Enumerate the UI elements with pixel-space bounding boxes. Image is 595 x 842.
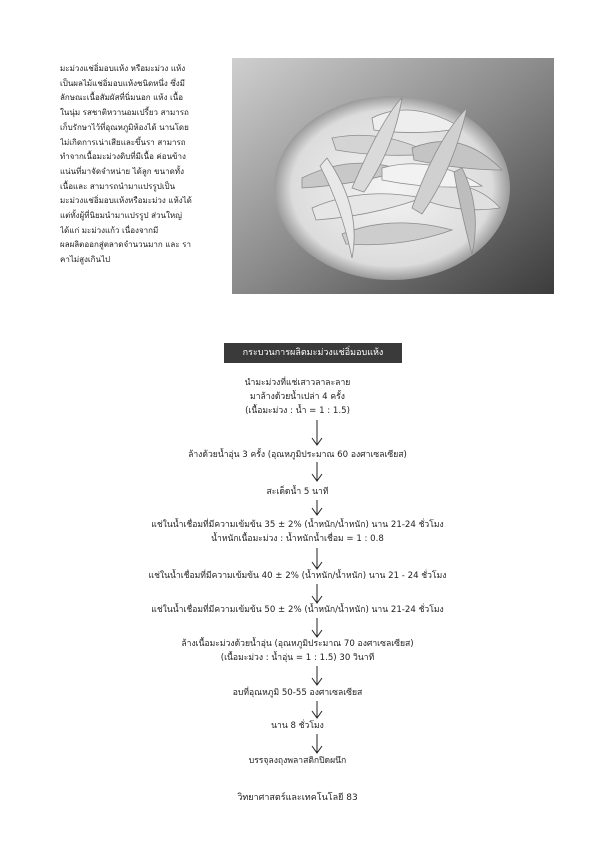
- step-line: (เนื้อมะม่วง : น้ำอุ่น = 1 : 1.5) 30 วินาที: [220, 653, 375, 663]
- down-arrow-icon: [311, 462, 323, 482]
- step-line: มาล้างด้วยน้ำเปล่า 4 ครั้ง: [250, 392, 345, 402]
- page-footer: วิทยาศาสตร์และเทคโนโลยี 83: [237, 793, 358, 803]
- down-arrow-icon: [311, 666, 323, 686]
- intro-line: ทำจากเนื้อมะม่วงดิบที่มีเนื้อ ค่อนข้าง: [60, 152, 186, 162]
- intro-line: มะม่วงแช่อิ่มอบแห้งหรือมะม่วง แห้งได้: [60, 196, 192, 206]
- down-arrow-icon: [311, 500, 323, 516]
- step-line: ล้างเนื้อมะม่วงด้วยน้ำอุ่น (อุณหภูมิประมาณ 70 องศาเซลเซียส): [181, 639, 414, 649]
- process-step: [0, 637, 595, 665]
- down-arrow-icon: [311, 420, 323, 446]
- intro-line: ได้แก่ มะม่วงแก้ว เนื่องจากมี: [60, 225, 159, 235]
- step-line: บรรจุลงถุงพลาสติกปิดผนึก: [248, 756, 347, 766]
- process-step: [0, 376, 595, 418]
- step-line: นาน 8 ชั่วโมง: [271, 721, 324, 731]
- intro-line: ลักษณะเนื้อสัมผัสที่นิ่มนอก แห้ง เนื้อ: [60, 93, 184, 103]
- step-line: แช่ในน้ำเชื่อมที่มีความเข้มข้น 40 ± 2% (น้ำหนัก/น้ำหนัก) นาน 21 - 24 ชั่วโมง: [148, 571, 447, 581]
- process-step: [0, 569, 595, 583]
- process-step: [0, 603, 595, 617]
- intro-line: แต่ทั้งผู้ที่นิยมนำมาแปรรูป ส่วนใหญ่: [60, 211, 182, 221]
- dried-mango-photo: [232, 58, 554, 294]
- intro-line: ผลผลิตออกสู่ตลาดจำนวนมาก และ รา: [60, 240, 191, 250]
- down-arrow-icon: [311, 734, 323, 754]
- process-step: [0, 754, 595, 768]
- step-line: สะเด็ดน้ำ 5 นาที: [266, 487, 329, 497]
- step-line: อบที่อุณหภูมิ 50-55 องศาเซลเซียส: [232, 688, 363, 698]
- step-line: น้ำหนักเนื้อมะม่วง : น้ำหนักน้ำเชื่อม = 1 : 0.8: [211, 534, 384, 544]
- process-step: [0, 518, 595, 546]
- step-line: ล้างด้วยน้ำอุ่น 3 ครั้ง (อุณหภูมิประมาณ 60 องศาเซลเซียส): [188, 450, 407, 460]
- intro-line: แน่นที่มาจัดจำหน่าย ได้ลูก ขนาดทั้ง: [60, 166, 184, 176]
- process-step: [0, 686, 595, 700]
- process-step: [0, 719, 595, 733]
- down-arrow-icon: [311, 584, 323, 604]
- intro-line: ไม่เกิดการเน่าเสียและขึ้นรา สามารถ: [60, 137, 186, 147]
- intro-line: มะม่วงแช่อิ่มอบแห้ง หรือมะม่วง แห้ง: [60, 64, 186, 73]
- process-step: [0, 485, 595, 499]
- down-arrow-icon: [311, 701, 323, 719]
- intro-line: เก็บรักษาไว้ที่อุณหภูมิห้องได้ นานโดย: [60, 122, 189, 132]
- step-line: นำมะม่วงที่แช่เสาวลาละลาย: [244, 378, 351, 388]
- step-line: แช่ในน้ำเชื่อมที่มีความเข้มข้น 35 ± 2% (น้ำหนัก/น้ำหนัก) นาน 21-24 ชั่วโมง: [151, 520, 444, 530]
- step-line: (เนื้อมะม่วง : น้ำ = 1 : 1.5): [245, 406, 350, 416]
- down-arrow-icon: [311, 548, 323, 570]
- step-line: แช่ในน้ำเชื่อมที่มีความเข้มข้น 50 ± 2% (น้ำหนัก/น้ำหนัก) นาน 21-24 ชั่วโมง: [151, 605, 444, 615]
- process-title-banner: กระบวนการผลิตมะม่วงแช่อิ่มอบแห้ง: [224, 343, 402, 363]
- intro-paragraph: [60, 62, 218, 268]
- intro-line: คาไม่สูงเกินไป: [60, 255, 111, 265]
- intro-line: ในนุ่ม รสชาติหวานอมเปรี้ยว สามารถ: [60, 108, 189, 118]
- process-step: [0, 448, 595, 462]
- down-arrow-icon: [311, 618, 323, 638]
- intro-line: เนื้อและ สามารถนำมาแปรรูปเป็น: [60, 181, 176, 191]
- intro-line: เป็นผลไม้แช่อิ่มอบแห้งชนิดหนึ่ง ซึ่งมี: [60, 78, 185, 88]
